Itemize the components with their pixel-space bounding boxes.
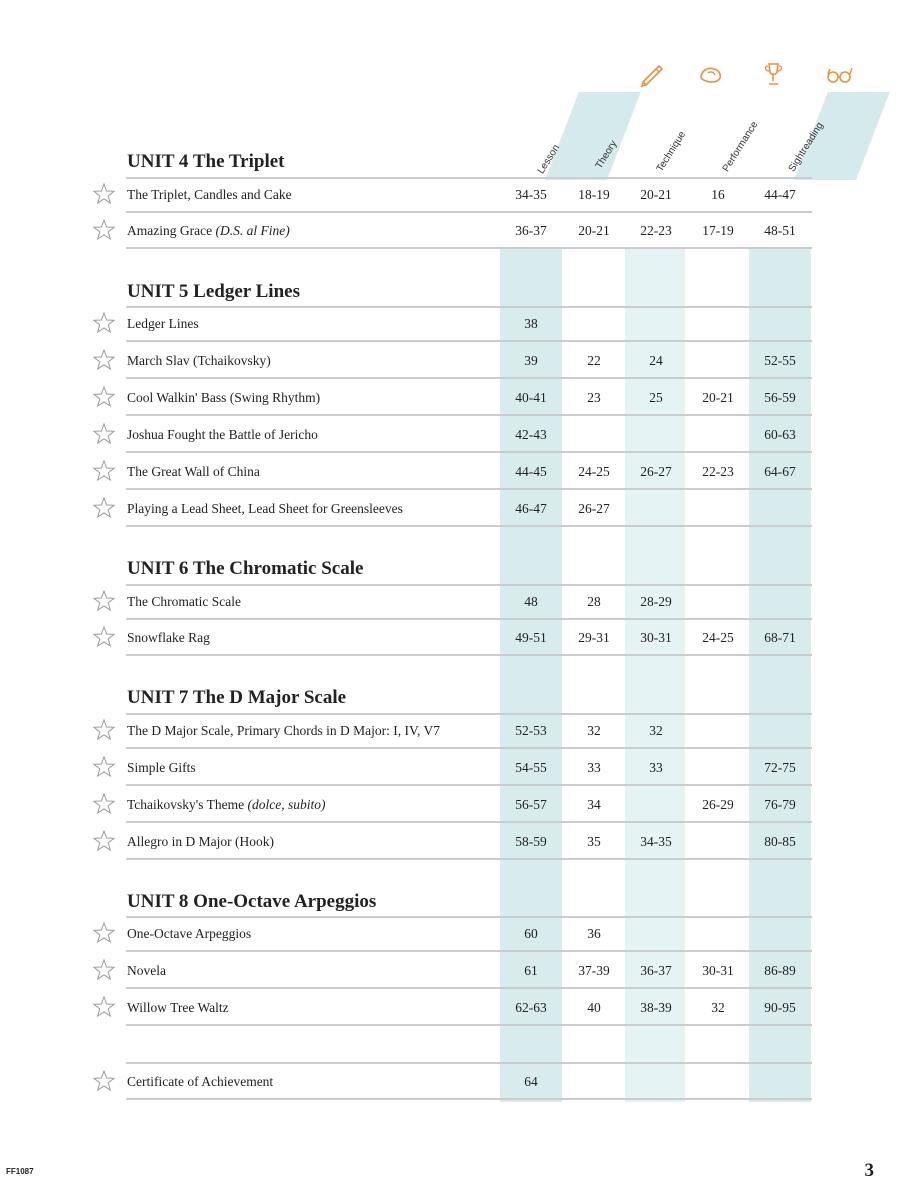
lesson-pages: 58-59 (515, 834, 547, 849)
sightreading-pages: 90-95 (764, 1000, 796, 1015)
technique-pages: 28-29 (640, 594, 672, 609)
lesson-pages: 60 (524, 926, 538, 941)
unit-5-title: UNIT 5 Ledger Lines (127, 281, 300, 302)
sightreading-pages: 60-63 (764, 427, 796, 442)
unit-8-title: UNIT 8 One-Octave Arpeggios (127, 891, 377, 912)
performance-pages: 32 (711, 1000, 725, 1015)
star-icon[interactable] (92, 792, 116, 816)
sightreading-pages: 86-89 (764, 963, 796, 978)
piece-title: Allegro in D Major (Hook) (127, 834, 274, 849)
star-icon[interactable] (92, 459, 116, 483)
sightreading-pages: 80-85 (764, 834, 796, 849)
lesson-pages: 54-55 (515, 760, 547, 775)
table-row (90, 620, 812, 656)
star-icon[interactable] (92, 958, 116, 982)
piece-title: The D Major Scale, Primary Chords in D Major: I, IV, V7 (127, 723, 440, 738)
lesson-pages: 64 (524, 1074, 538, 1089)
lesson-pages: 46-47 (515, 501, 547, 516)
unit-7-title: UNIT 7 The D Major Scale (127, 687, 347, 708)
technique-pages: 24 (649, 353, 663, 368)
piece-title: Tchaikovsky's Theme (dolce, subito) (127, 797, 326, 812)
technique-pages: 30-31 (640, 630, 672, 645)
piece-title: The Chromatic Scale (127, 594, 241, 609)
lesson-pages: 39 (524, 353, 538, 368)
performance-pages: 30-31 (702, 963, 734, 978)
theory-pages: 29-31 (578, 630, 610, 645)
lesson-pages: 34-35 (515, 187, 547, 202)
piece-title: Joshua Fought the Battle of Jericho (127, 427, 318, 442)
lesson-pages: 61 (524, 963, 538, 978)
table-row (90, 380, 812, 416)
star-icon[interactable] (92, 348, 116, 372)
technique-pages: 25 (649, 390, 663, 405)
table-row (90, 750, 812, 786)
star-icon[interactable] (92, 385, 116, 409)
table-row (90, 787, 812, 823)
table-row (90, 306, 812, 342)
sightreading-pages: 72-75 (764, 760, 796, 775)
header-theory: Theory (593, 138, 620, 171)
table-row (90, 177, 812, 213)
technique-pages: 36-37 (640, 963, 672, 978)
technique-pages: 33 (649, 760, 663, 775)
lesson-pages: 38 (524, 316, 538, 331)
hand-icon (696, 60, 726, 88)
piece-title: Simple Gifts (127, 760, 196, 775)
piece-title: March Slav (Tchaikovsky) (127, 353, 271, 368)
header-technique: Technique (654, 129, 689, 174)
header-performance: Performance (720, 119, 761, 174)
sightreading-pages: 76-79 (764, 797, 796, 812)
star-icon[interactable] (92, 1069, 116, 1093)
piece-title: Certificate of Achievement (127, 1074, 274, 1089)
performance-pages: 20-21 (702, 390, 734, 405)
header-sightreading: Sightreading (786, 120, 826, 174)
theory-pages: 23 (587, 390, 601, 405)
piece-title: One-Octave Arpeggios (127, 926, 252, 941)
piece-title: Playing a Lead Sheet, Lead Sheet for Greensleeves (127, 501, 403, 516)
star-icon[interactable] (92, 218, 116, 242)
table-row (90, 713, 812, 749)
technique-pages: 22-23 (640, 223, 672, 238)
sightreading-header-shape (794, 92, 856, 180)
star-icon[interactable] (92, 182, 116, 206)
table-row (90, 916, 812, 952)
piece-title: Cool Walkin' Bass (Swing Rhythm) (127, 390, 321, 405)
star-icon[interactable] (92, 422, 116, 446)
lesson-pages: 44-45 (515, 464, 547, 479)
table-row (90, 417, 812, 453)
star-icon[interactable] (92, 755, 116, 779)
table-row (90, 491, 812, 527)
technique-pages: 38-39 (640, 1000, 672, 1015)
sightreading-pages: 48-51 (764, 223, 796, 238)
table-row (90, 990, 812, 1026)
trophy-icon (758, 60, 788, 88)
theory-pages: 34 (587, 797, 601, 812)
table-row (90, 953, 812, 989)
theory-pages: 40 (587, 1000, 601, 1015)
performance-pages: 22-23 (702, 464, 734, 479)
performance-pages: 16 (711, 187, 725, 202)
theory-pages: 26-27 (578, 501, 610, 516)
piece-title: The Triplet, Candles and Cake (127, 187, 292, 202)
theory-pages: 22 (587, 353, 601, 368)
unit-6-title: UNIT 6 The Chromatic Scale (127, 558, 364, 579)
lesson-pages: 62-63 (515, 1000, 547, 1015)
sightreading-pages: 64-67 (764, 464, 796, 479)
technique-pages: 34-35 (640, 834, 672, 849)
technique-pages: 32 (649, 723, 663, 738)
piece-title: The Great Wall of China (127, 464, 260, 479)
piece-title: Novela (127, 963, 166, 978)
star-icon[interactable] (92, 311, 116, 335)
theory-pages: 37-39 (578, 963, 610, 978)
theory-pages: 36 (587, 926, 601, 941)
star-icon[interactable] (92, 718, 116, 742)
glasses-icon (824, 60, 854, 88)
table-row (90, 343, 812, 379)
sightreading-pages: 44-47 (764, 187, 796, 202)
piece-title: Amazing Grace (D.S. al Fine) (127, 223, 290, 238)
header-lesson: Lesson (535, 142, 563, 176)
theory-pages: 35 (587, 834, 601, 849)
star-icon[interactable] (92, 995, 116, 1019)
sightreading-pages: 56-59 (764, 390, 796, 405)
star-icon[interactable] (92, 496, 116, 520)
table-row (90, 454, 812, 490)
technique-pages: 20-21 (640, 187, 672, 202)
lesson-pages: 48 (524, 594, 538, 609)
table-row (90, 1064, 812, 1100)
theory-pages: 33 (587, 760, 601, 775)
piece-title: Willow Tree Waltz (127, 1000, 229, 1015)
sightreading-pages: 68-71 (764, 630, 796, 645)
star-icon[interactable] (92, 829, 116, 853)
technique-pages: 26-27 (640, 464, 672, 479)
table-row (90, 824, 812, 860)
performance-pages: 24-25 (702, 630, 734, 645)
star-icon[interactable] (92, 625, 116, 649)
piece-title: Snowflake Rag (127, 630, 210, 645)
star-icon[interactable] (92, 921, 116, 945)
sightreading-pages: 52-55 (764, 353, 796, 368)
lesson-pages: 40-41 (515, 390, 547, 405)
unit-4-title: UNIT 4 The Triplet (127, 151, 285, 172)
piece-title: Ledger Lines (127, 316, 199, 331)
star-icon[interactable] (92, 589, 116, 613)
lesson-pages: 42-43 (515, 427, 547, 442)
lesson-pages: 49-51 (515, 630, 547, 645)
theory-pages: 24-25 (578, 464, 610, 479)
table-row (90, 584, 812, 620)
performance-pages: 17-19 (702, 223, 734, 238)
theory-pages: 32 (587, 723, 601, 738)
pencil-icon (637, 60, 667, 88)
theory-pages: 28 (587, 594, 601, 609)
lesson-pages: 52-53 (515, 723, 547, 738)
page-number: 3 (864, 1160, 874, 1181)
catalog-code: FF1087 (6, 1167, 34, 1176)
lesson-pages: 56-57 (515, 797, 547, 812)
theory-pages: 18-19 (578, 187, 610, 202)
table-row (90, 213, 812, 249)
theory-pages: 20-21 (578, 223, 610, 238)
lesson-pages: 36-37 (515, 223, 547, 238)
performance-pages: 26-29 (702, 797, 734, 812)
